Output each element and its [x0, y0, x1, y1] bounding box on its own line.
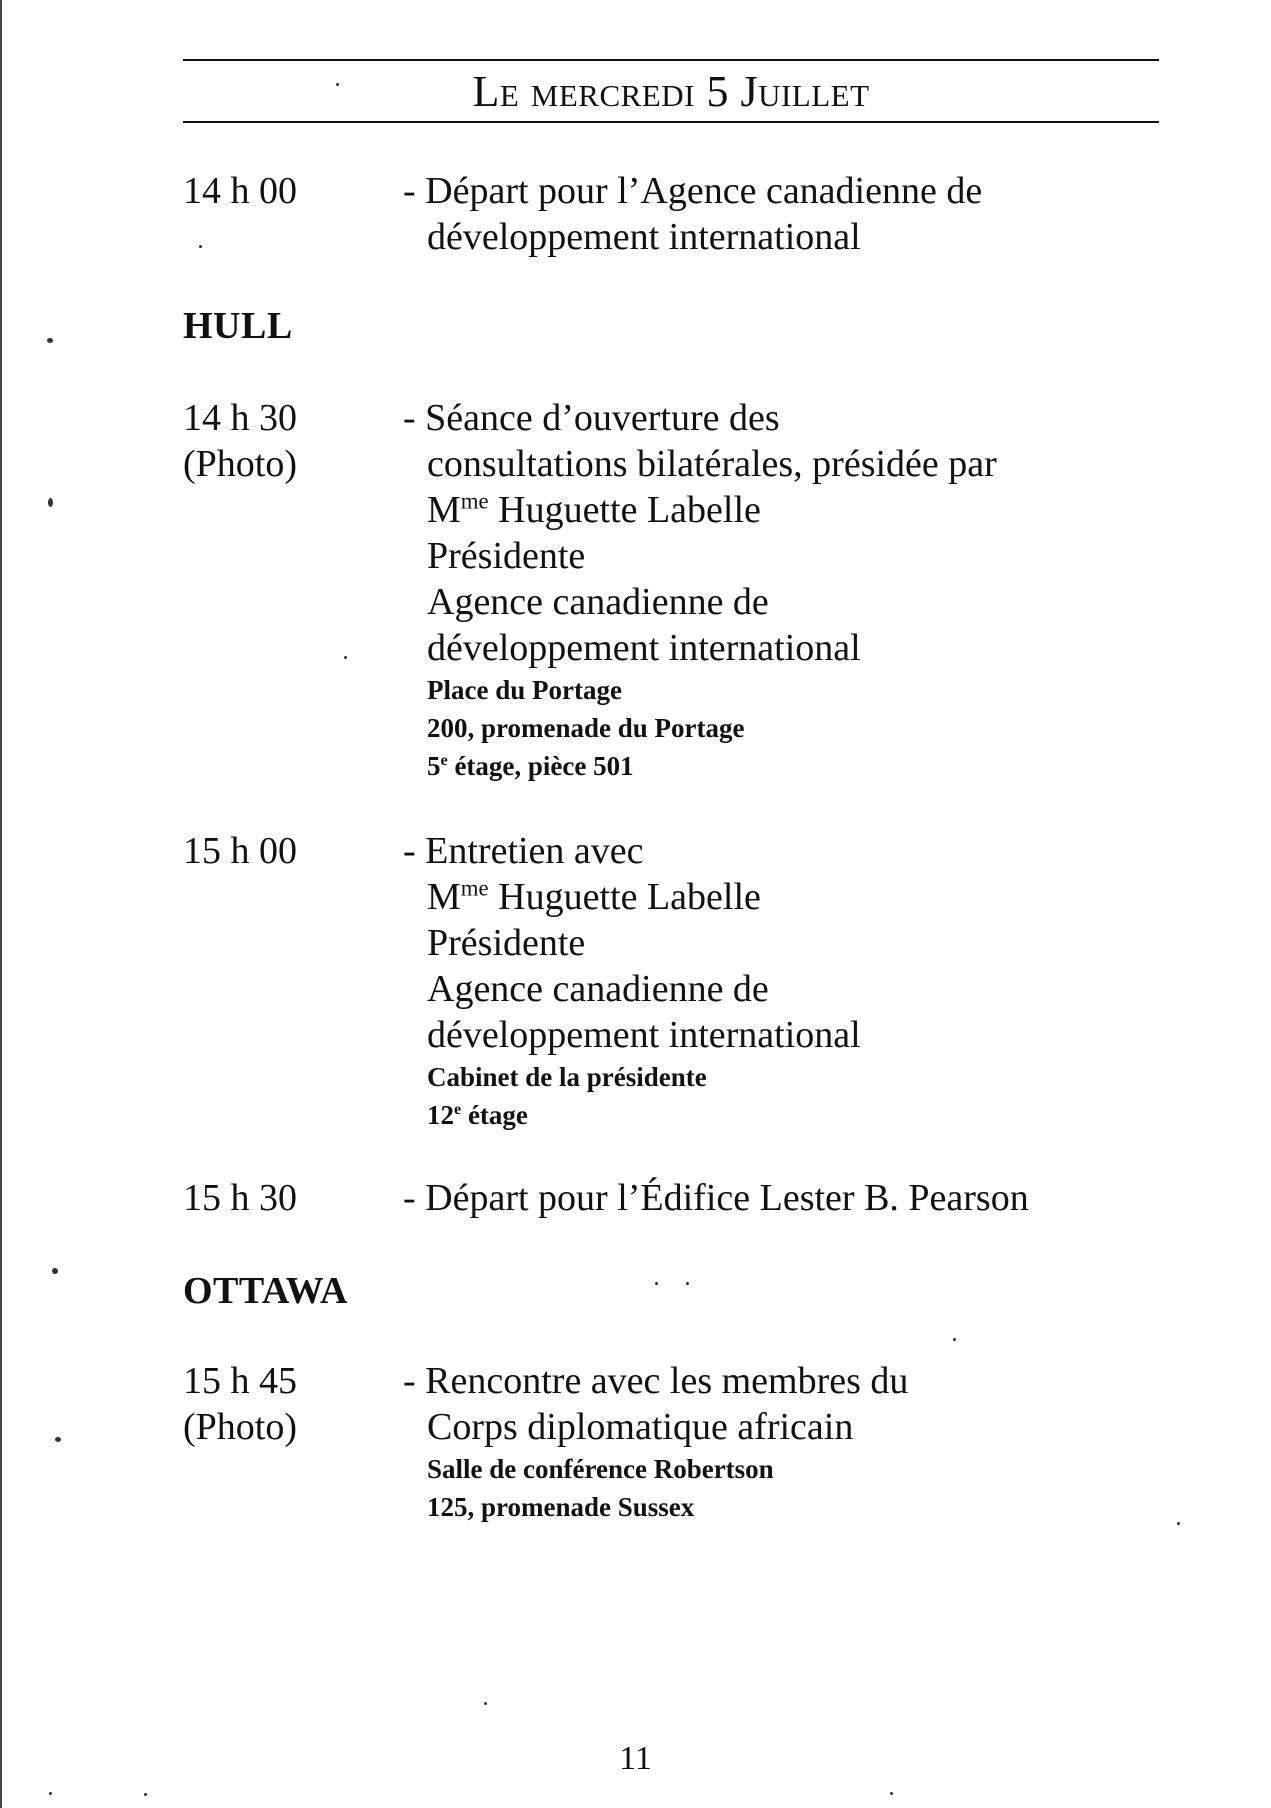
location-line: Place du Portage: [427, 675, 622, 705]
title-prefix: Le mercredi: [472, 67, 695, 116]
place-heading-hull: HULL: [183, 305, 293, 347]
event-line: développement international: [427, 627, 861, 669]
floor-number: 5: [427, 751, 441, 781]
time-label: 15 h 45: [183, 1360, 297, 1402]
location-line: Salle de conférence Robertson: [427, 1454, 774, 1484]
event-line: Agence canadienne de: [427, 581, 769, 623]
scan-speck: [55, 1437, 61, 1442]
event-line: consultations bilatérales, présidée par: [427, 443, 997, 485]
scan-speck: [48, 498, 53, 507]
scan-speck: [336, 83, 339, 86]
location-line: [403, 1096, 861, 1134]
header-rule-bottom: [183, 121, 1159, 123]
event-line: développement international: [427, 1014, 861, 1056]
scan-speck: [47, 338, 53, 343]
entry-time: [183, 1175, 297, 1221]
page-number: 11: [619, 1740, 652, 1777]
event-line: Présidente: [427, 922, 586, 964]
person-name: Huguette Labelle: [498, 489, 761, 531]
location-line: Cabinet de la présidente: [427, 1062, 707, 1092]
page-title: [183, 66, 1159, 117]
location-line: 125, promenade Sussex: [427, 1492, 695, 1522]
event-line: - Séance d’ouverture des: [403, 397, 780, 439]
event-line: développement international: [427, 216, 861, 258]
person-name: Huguette Labelle: [498, 876, 761, 918]
floor-room: étage, pièce 501: [454, 751, 634, 781]
time-label: 14 h 30: [183, 397, 297, 439]
entry-event: [403, 828, 861, 1134]
header-rule-top: [183, 59, 1159, 61]
floor-number: 12: [427, 1100, 454, 1130]
scan-speck: [1177, 1522, 1180, 1525]
scan-speck: [49, 1792, 52, 1795]
entry-time: [183, 395, 297, 487]
honorific-sup: me: [460, 488, 489, 514]
entry-event: [403, 395, 997, 785]
floor-sup: e: [454, 1100, 462, 1118]
event-line: Présidente: [427, 535, 586, 577]
event-line: Agence canadienne de: [427, 968, 769, 1010]
scan-edge: [0, 0, 2, 1808]
scan-speck: [484, 1702, 487, 1705]
time-label: 14 h 00: [183, 170, 297, 212]
entry-event: [403, 168, 982, 260]
time-note: (Photo): [183, 443, 297, 485]
scan-speck: [686, 1282, 689, 1285]
entry-event: [403, 1358, 908, 1526]
place-heading-ottawa: OTTAWA: [183, 1270, 348, 1312]
entry-time: [183, 828, 297, 874]
scan-speck: [655, 1282, 658, 1285]
scan-speck: [199, 245, 202, 248]
time-label: 15 h 30: [183, 1177, 297, 1219]
title-day: 5: [706, 67, 729, 116]
event-line: [403, 874, 861, 920]
honorific: M: [427, 876, 461, 918]
time-note: (Photo): [183, 1406, 297, 1448]
location-line: [403, 747, 997, 785]
floor-label: étage: [467, 1100, 528, 1130]
scan-speck: [52, 1268, 58, 1274]
title-month: Juillet: [740, 67, 870, 116]
event-line: [403, 487, 997, 533]
time-label: 15 h 00: [183, 830, 297, 872]
event-line: Corps diplomatique africain: [427, 1406, 854, 1448]
location-line: 200, promenade du Portage: [427, 713, 745, 743]
entry-event: [403, 1175, 1029, 1221]
honorific-sup: me: [460, 875, 489, 901]
floor-sup: e: [440, 751, 448, 769]
event-line: - Rencontre avec les membres du: [403, 1360, 909, 1402]
scan-speck: [890, 1792, 893, 1795]
scan-speck: [144, 1793, 147, 1796]
event-line: - Entretien avec: [403, 830, 644, 872]
event-line: - Départ pour l’Agence canadienne de: [403, 170, 983, 212]
scan-speck: [953, 1338, 956, 1341]
scan-speck: [344, 656, 347, 659]
entry-time: [183, 168, 297, 214]
entry-time: [183, 1358, 297, 1450]
honorific: M: [427, 489, 461, 531]
event-line: - Départ pour l’Édifice Lester B. Pearson: [403, 1177, 1029, 1219]
